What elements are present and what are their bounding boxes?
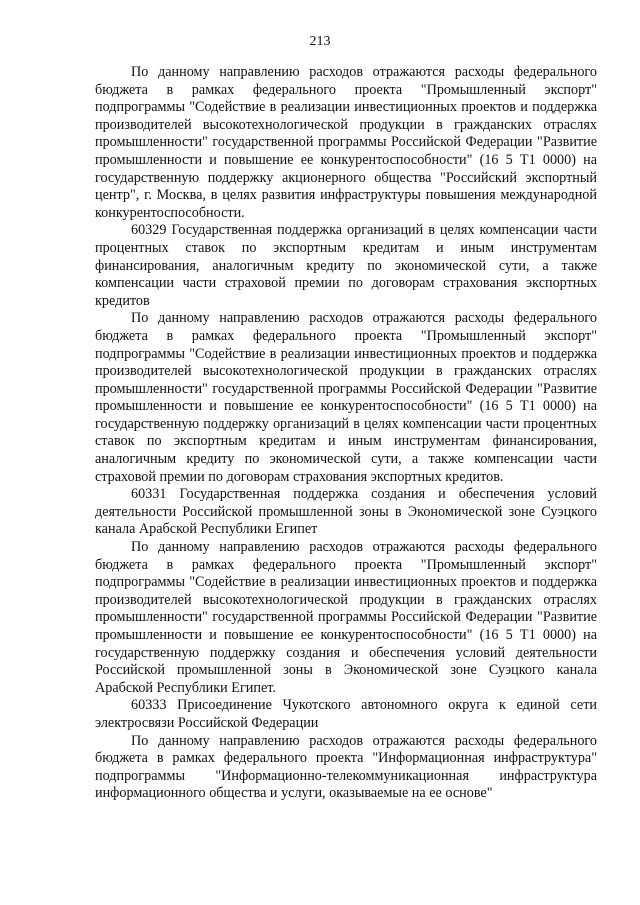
paragraph-code-60331-heading: 60331 Государственная поддержка создания и обеспечения условий деятельности Российской промышленной зоны в Экономической зоне Суэцкого канала Арабской Республики Египет	[95, 486, 597, 538]
paragraph-expense-description-4: По данному направлению расходов отражаются расходы федерального бюджета в рамках федерального проекта "Информационная инфраструктура" подпрограммы "Информационно-телекоммуникационная инфраструктура информационного общества и услуги, оказываемые на ее основе"	[95, 732, 597, 802]
paragraph-expense-description-3: По данному направлению расходов отражаются расходы федерального бюджета в рамках федерального проекта "Промышленный экспорт" подпрограммы "Содействие в реализации инвестиционных проектов и поддержка производителей высокотехнологической продукции в гражданских отраслях промышленности" государственной программы Российской Федерации "Развитие промышленности и повышение ее конкурентоспособности" (16 5 Т1 0000) на государственную поддержку создания и обеспечения условий деятельности Российской промышленной зоны в Экономической зоне Суэцкого канала Арабской Республики Египет.	[95, 539, 597, 696]
page-number: 213	[309, 34, 331, 49]
paragraph-code-60329-heading: 60329 Государственная поддержка организаций в целях компенсации части процентных ставок по экспортным кредитам и иным инструментам финансирования, аналогичным кредиту по экономической сути, а также компенсации части страховой премии по договорам страхования экспортных кредитов	[95, 222, 597, 309]
paragraph-code-60333-heading: 60333 Присоединение Чукотского автономного округа к единой сети электросвязи Российской Федерации	[95, 697, 597, 731]
paragraph-expense-description-1: По данному направлению расходов отражаются расходы федерального бюджета в рамках федерального проекта "Промышленный экспорт" подпрограммы "Содействие в реализации инвестиционных проектов и поддержка производителей высокотехнологической продукции в гражданских отраслях промышленности" государственной программы Российской Федерации "Развитие промышленности и повышение ее конкурентоспособности" (16 5 Т1 0000) на государственную поддержку акционерного общества "Российский экспортный центр", г. Москва, в целях развития инфраструктуры повышения международной конкурентоспособности.	[95, 64, 597, 221]
paragraph-expense-description-2: По данному направлению расходов отражаются расходы федерального бюджета в рамках федерального проекта "Промышленный экспорт" подпрограммы "Содействие в реализации инвестиционных проектов и поддержка производителей высокотехнологической продукции в гражданских отраслях промышленности" государственной программы Российской Федерации "Развитие промышленности и повышение ее конкурентоспособности" (16 5 Т1 0000) на государственную поддержку организаций в целях компенсации части процентных ставок по экспортным кредитам и иным инструментам финансирования, аналогичным кредиту по экономической сути, а также компенсации части страховой премии по договорам страхования экспортных кредитов.	[95, 310, 597, 485]
document-body	[95, 64, 597, 803]
